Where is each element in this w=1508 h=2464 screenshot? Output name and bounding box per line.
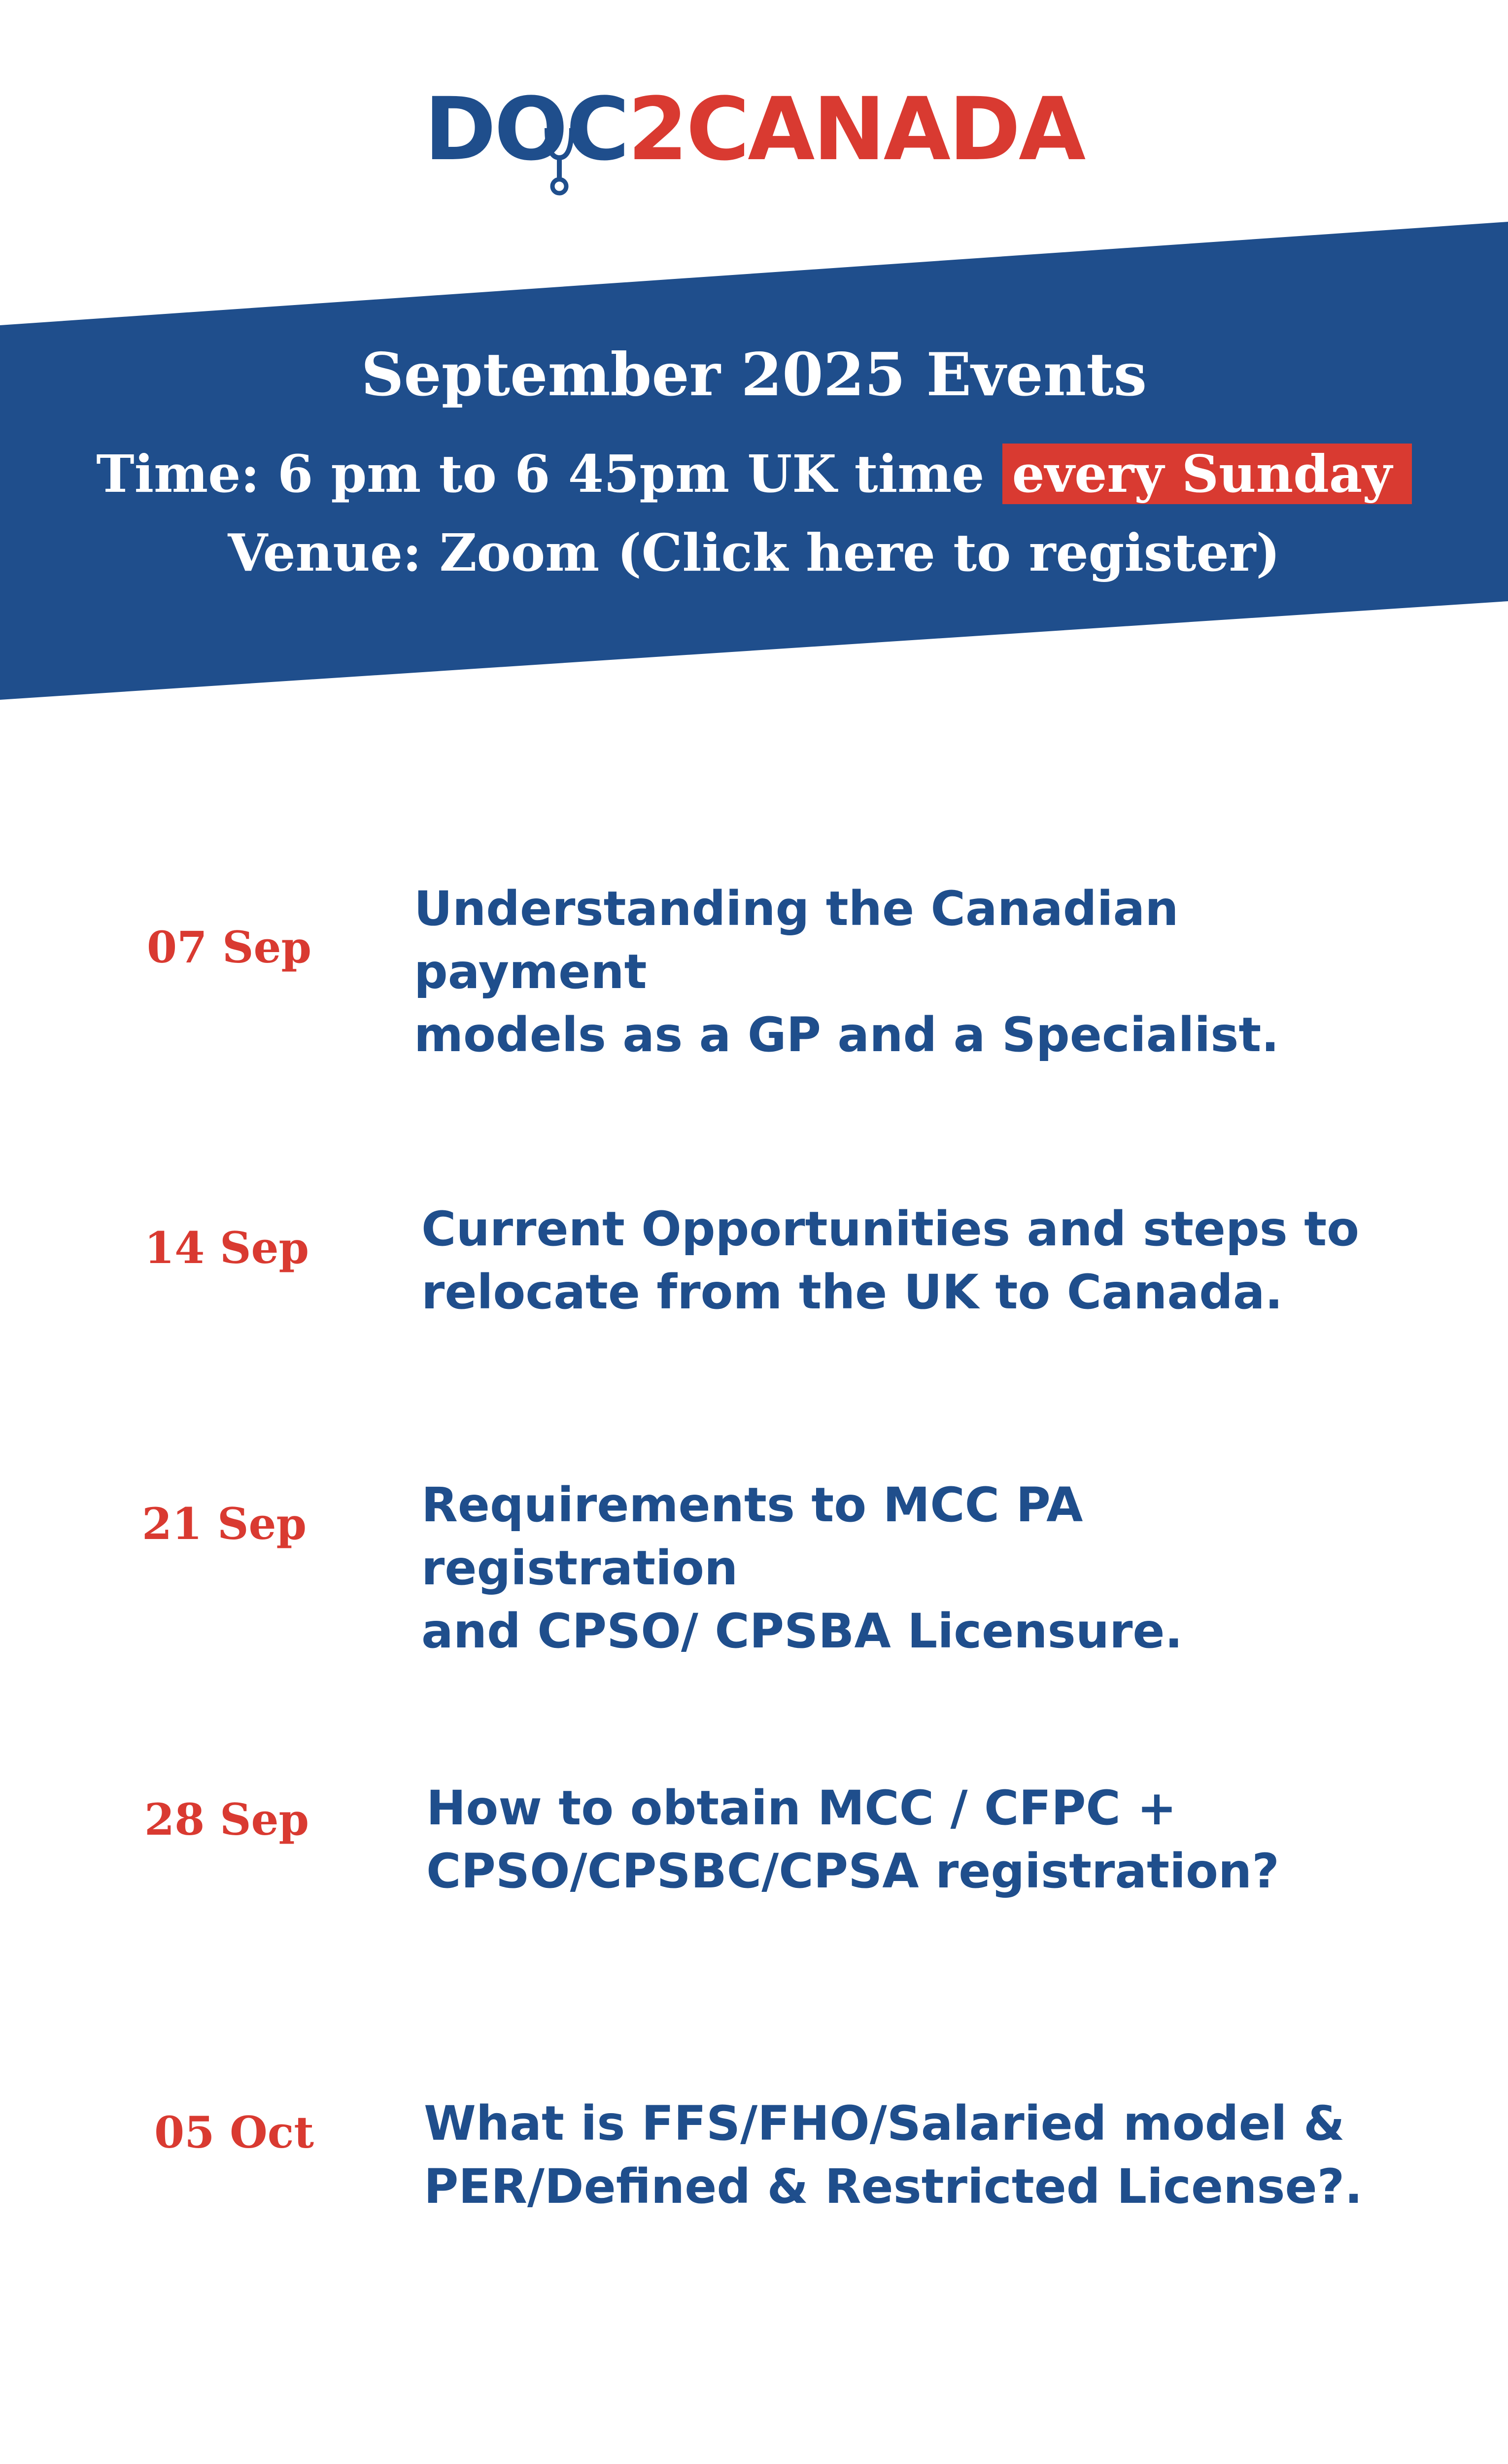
event-topic-line: What is FFS/FHO/Salaried model & bbox=[424, 2096, 1345, 2151]
event-time-text: Time: 6 pm to 6 45pm UK time bbox=[96, 444, 985, 504]
logo-text-2canada: 2CANADA bbox=[627, 79, 1084, 180]
event-date: 05 Oct bbox=[154, 2107, 314, 2158]
event-topic bbox=[421, 1473, 1407, 1663]
events-title: September 2025 Events bbox=[361, 340, 1147, 410]
event-time bbox=[0, 444, 1508, 504]
event-topic-line: Understanding the Canadian payment bbox=[414, 881, 1179, 999]
event-topic bbox=[421, 1198, 1407, 1324]
event-topic bbox=[414, 877, 1400, 1066]
event-topic-line: PER/Defined & Restricted License?. bbox=[424, 2159, 1363, 2214]
logo-text-doc: DOC bbox=[424, 79, 628, 180]
event-topic bbox=[424, 2092, 1409, 2218]
event-topic bbox=[426, 1777, 1412, 1903]
event-topic-line: Requirements to MCC PA registration bbox=[421, 1477, 1083, 1596]
event-topic-line: How to obtain MCC / CFPC + bbox=[426, 1780, 1177, 1836]
event-time-highlight: every Sunday bbox=[1002, 444, 1412, 504]
venue-register-link[interactable]: Venue: Zoom (Click here to register) bbox=[228, 522, 1280, 583]
footer-band bbox=[0, 2415, 1508, 2464]
event-topic-line: and CPSO/ CPSBA Licensure. bbox=[421, 1604, 1183, 1659]
event-topic-line: Current Opportunities and steps to bbox=[421, 1201, 1360, 1257]
event-topic-line: models as a GP and a Specialist. bbox=[414, 1007, 1279, 1062]
event-topic-line: relocate from the UK to Canada. bbox=[421, 1265, 1283, 1320]
event-date: 07 Sep bbox=[146, 922, 312, 973]
event-date: 14 Sep bbox=[144, 1222, 309, 1273]
event-date: 21 Sep bbox=[141, 1498, 307, 1549]
event-topic-line: CPSO/CPSBC/CPSA registration? bbox=[426, 1844, 1279, 1899]
event-date: 28 Sep bbox=[144, 1794, 309, 1845]
